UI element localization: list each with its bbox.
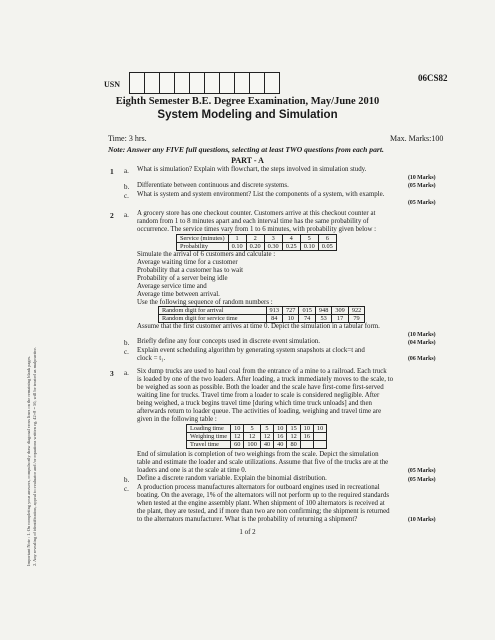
usn-box (174, 72, 190, 94)
subject-title: System Modeling and Simulation (157, 109, 338, 121)
q3a-letter: a. (124, 369, 129, 377)
q3a-end-line: loaders and one is at the scale at time 0. (137, 467, 247, 474)
table-row-label: Probability (177, 243, 229, 251)
question-number-1: 1 (110, 167, 114, 176)
table-row (159, 315, 365, 323)
table-cell: 0.30 (264, 243, 282, 251)
q2b-text: Briefly define any four concepts used in discrete event simulation. (137, 338, 320, 345)
q1b-letter: b. (124, 183, 130, 191)
q3a-marks: (05 Marks) (408, 468, 436, 474)
usn-box (189, 72, 205, 94)
q3a-line: being weighed, a truck begins travel time [during which time truck unloads] and then (137, 400, 372, 407)
table-cell: 948 (315, 307, 331, 315)
table-cell: 10 (314, 425, 327, 433)
table-row-label: Random digit for service time (159, 315, 267, 323)
table-cell: 913 (266, 307, 282, 315)
q2c-line-2: clock = t₁. (137, 355, 166, 362)
table-cell: 6 (318, 235, 336, 243)
table-cell: 10 (231, 425, 244, 433)
table-cell: 5 (244, 425, 260, 433)
q2c-marks: (06 Marks) (408, 356, 436, 362)
usn-label: USN (104, 80, 121, 89)
q2-simulate-line: Simulate the arrival of 6 customers and calculate : (137, 251, 276, 258)
truck-activity-table (186, 424, 327, 449)
table-cell: 40 (274, 441, 287, 449)
note: Note: Answer any FIVE full questions, selecting at least TWO questions from each part. (108, 145, 384, 154)
q1c-marks: (05 Marks) (408, 200, 436, 206)
q1c-text: What is system and system environment? List the components of a system, with example. (137, 191, 385, 198)
q3a-line: Six dump trucks are used to haul coal from the entrance of a mine to a railroad. Each truck (137, 368, 387, 375)
table-cell: 015 (299, 307, 315, 315)
q3a-end-line: table and estimate the loader and scale utilizations. Assume that five of the trucks are at the (137, 459, 389, 466)
part-heading: PART - A (231, 156, 264, 165)
table-cell: 5 (300, 235, 318, 243)
q1a-marks: (10 Marks) (408, 175, 436, 181)
max-marks: Max. Marks:100 (390, 134, 444, 143)
q2-sim-item: Average time between arrival. (137, 291, 220, 298)
q1b-text: Differentiate between continuous and discrete systems. (137, 182, 289, 189)
table-cell (300, 441, 313, 449)
table-cell: 10 (283, 315, 299, 323)
table-cell: 100 (244, 441, 260, 449)
table-cell: 16 (274, 433, 287, 441)
table-cell: 922 (348, 307, 364, 315)
table-cell: 12 (244, 433, 260, 441)
q2a-line-1: A grocery store has one checkout counter. Customers arrive at this checkout counter at (137, 210, 376, 217)
table-cell: 10 (274, 425, 287, 433)
usn-box (234, 72, 250, 94)
table-cell (314, 441, 327, 449)
table-row-label: Service (minutes) (177, 235, 229, 243)
table-row (187, 425, 327, 433)
table-row (177, 235, 337, 243)
q2-random-intro: Use the following sequence of random numbers : (137, 299, 273, 306)
q3c-marks: (10 Marks) (408, 517, 436, 523)
table-row-label: Random digit for arrival (159, 307, 267, 315)
q1a-text: What is simulation? Explain with flowchart, the steps involved in simulation study. (137, 166, 367, 173)
q3c-line: A production process manufactures alternators for outboard engines used in recreational (137, 484, 380, 491)
table-cell: 0.10 (300, 243, 318, 251)
q1c-letter: c. (124, 192, 129, 200)
q1a-letter: a. (124, 167, 129, 175)
table-cell: 727 (283, 307, 299, 315)
subject-code: 06CS82 (418, 73, 448, 83)
page-number: 1 of 2 (239, 528, 256, 536)
q3b-letter: b. (124, 476, 130, 484)
table-cell: 84 (266, 315, 282, 323)
table-cell: 53 (315, 315, 331, 323)
usn-box (249, 72, 265, 94)
random-digit-table (158, 306, 365, 323)
table-cell: 15 (287, 425, 300, 433)
q3a-line: is loaded by one of the two loaders. After loading, a truck immediately moves to the scale, to (137, 376, 394, 383)
table-cell: 74 (299, 315, 315, 323)
table-cell: 12 (260, 433, 273, 441)
q2-sim-item: Probability of a server being idle (137, 275, 228, 282)
table-cell: 10 (300, 425, 313, 433)
table-row (159, 307, 365, 315)
table-cell: 16 (300, 433, 313, 441)
table-cell: 40 (260, 441, 273, 449)
usn-box (159, 72, 175, 94)
table-row-label: Loading time (187, 425, 231, 433)
table-cell: 12 (231, 433, 244, 441)
q3a-line: be weighed as soon as possible. Both the loader and the scale have first-come first-served (137, 384, 384, 391)
q3b-text: Define a discrete random variable. Explain the binomial distribution. (137, 475, 327, 482)
table-cell: 309 (332, 307, 348, 315)
q3a-line: waiting line for trucks. Travel time from a loader to scale is considered negligible. After (137, 392, 380, 399)
q3a-line: afterwards return to loader queue. The activities of loading, weighing and travel time are (137, 408, 382, 415)
table-cell: 1 (228, 235, 246, 243)
table-cell: 17 (332, 315, 348, 323)
usn-box (129, 72, 145, 94)
service-time-table (176, 234, 337, 251)
q2-sim-item: Probability that a customer has to wait (137, 267, 244, 274)
table-cell (314, 433, 327, 441)
table-cell: 5 (260, 425, 273, 433)
q2-assume-line: Assume that the first customer arrives at time 0. Depict the simulation in a tabular form. (137, 323, 380, 330)
side-instructions (26, 206, 38, 566)
q2c-line-1: Explain event scheduling algorithm by generating system snapshots at clock=t and (137, 347, 365, 354)
q3c-letter: c. (124, 485, 129, 493)
q2a-line-3: occurrence. The service times vary from 1 to 6 minutes, with probability given below : (137, 226, 377, 233)
q3c-line: boating. On the average, 1% of the alternators will not perform up to the required standards (137, 492, 390, 499)
q2b-marks: (04 Marks) (408, 340, 436, 346)
usn-box (264, 72, 280, 94)
q3b-marks: (05 Marks) (408, 477, 436, 483)
table-cell: 0.05 (318, 243, 336, 251)
q2a-marks: (10 Marks) (408, 332, 436, 338)
side-note-line-2: 2. Any revealing of identification, appeal to evaluator and /or equations written eg, 42+8 = 50, will be treated as malpractice. (32, 346, 37, 566)
table-row (187, 433, 327, 441)
exam-title: Eighth Semester B.E. Degree Examination, May/June 2010 (115, 96, 380, 107)
question-number-2: 2 (110, 211, 114, 220)
usn-box (204, 72, 220, 94)
usn-boxes (130, 72, 280, 94)
table-row (187, 441, 327, 449)
table-cell: 0.20 (246, 243, 264, 251)
table-row-label: Weighing time (187, 433, 231, 441)
time-allowed: Time: 3 hrs. (108, 134, 147, 143)
q3c-line: when tested at the engine assembly plant. When shipment of 100 alternators is received at (137, 500, 385, 507)
side-note-line-1: Important Note : 1. On completing your answers, compulsorily draw diagonal cross lines on the remaining blank pages. (26, 355, 31, 566)
q3c-line: to the alternators manufacturer. What is the probability of returning a shipment? (137, 516, 358, 523)
q2b-letter: b. (124, 339, 130, 347)
table-row (177, 243, 337, 251)
table-cell: 60 (231, 441, 244, 449)
q2a-line-2: random from 1 to 8 minutes apart and each interval time has the same probability of (137, 218, 369, 225)
usn-box (219, 72, 235, 94)
q2-sim-item: Average service time and (137, 283, 207, 290)
table-cell: 0.10 (228, 243, 246, 251)
table-cell: 0.25 (282, 243, 300, 251)
table-cell: 12 (287, 433, 300, 441)
usn-box (144, 72, 160, 94)
q3a-line: given in the following table : (137, 416, 217, 423)
table-row-label: Travel time (187, 441, 231, 449)
q1b-marks: (05 Marks) (408, 183, 436, 189)
table-cell: 4 (282, 235, 300, 243)
q3a-end-line: End of simulation is completion of two weighings from the scale. Depict the simulation (137, 451, 379, 458)
q2c-letter: c. (124, 348, 129, 356)
q3c-line: the plant, they are tested, and if more than two are non confirming; the shipment is returned (137, 508, 390, 515)
q2-sim-item: Average waiting time for a customer (137, 259, 238, 266)
table-cell: 3 (264, 235, 282, 243)
question-number-3: 3 (110, 369, 114, 378)
table-cell: 2 (246, 235, 264, 243)
table-cell: 79 (348, 315, 364, 323)
q2a-letter: a. (124, 211, 129, 219)
table-cell: 80 (287, 441, 300, 449)
